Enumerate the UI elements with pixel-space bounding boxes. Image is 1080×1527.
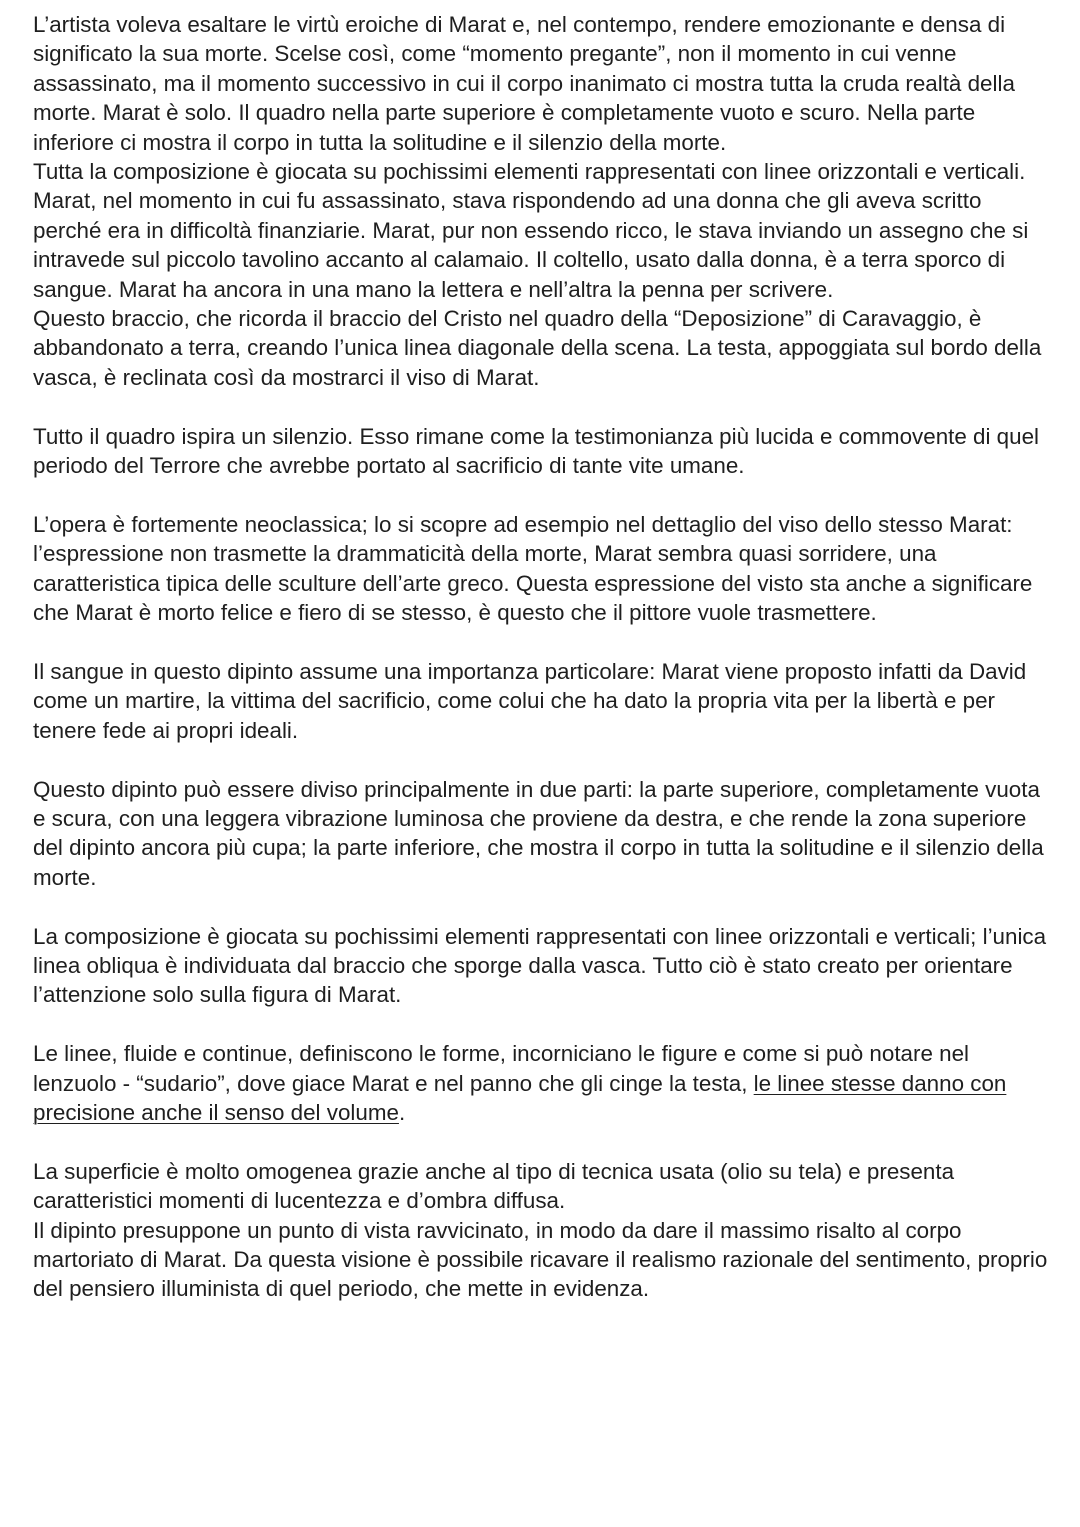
document-body	[33, 10, 1051, 1304]
paragraph-intro: L’artista voleva esaltare le virtù eroiche di Marat e, nel contempo, rendere emozionante e densa di significato la sua morte. Scelse così, come “momento pregante”, non il momento in cui venne assassinato, ma il momento successivo in cui il corpo inanimato ci mostra tutta la cruda realtà della morte. Marat è solo. Il quadro nella parte superiore è completamente vuoto e scuro. Nella parte inferiore ci mostra il corpo in tutta la solitudine e il silenzio della morte.	[33, 12, 1015, 155]
paragraph-surface: La superficie è molto omogenea grazie anche al tipo di tecnica usata (olio su tela) e presenta caratteristici momenti di lucentezza e d’ombra diffusa.	[33, 1158, 955, 1214]
paragraph-viewpoint: Il dipinto presuppone un punto di vista ravvicinato, in modo da dare il massimo risalto al corpo martoriato di Marat. Da questa visione è possibile ricavare il realismo razionale del sentimento, proprio del pensiero illuminista di quel periodo, che mette in evidenza.	[33, 1217, 1048, 1302]
paragraph-neoclassical: L’opera è fortemente neoclassica; lo si scopre ad esempio nel dettaglio del viso dello stesso Marat: l’espressione non trasmette la drammaticità della morte, Marat sembra quasi sorridere, una caratteristica tipica delle sculture dell’arte greco. Questa espressione del visto sta anche a significare che Marat è morto felice e fiero di se stesso, è questo che il pittore vuole trasmettere.	[33, 511, 1033, 626]
paragraph-composition: Tutta la composizione è giocata su pochissimi elementi rappresentati con linee orizzontali e verticali. Marat, nel momento in cui fu assassinato, stava rispondendo ad una donna che gli aveva scritto perché era in difficoltà finanziarie. Marat, pur non essendo ricco, le stava inviando un assegno che si intravede sul piccolo tavolino accanto al calamaio. Il coltello, usato dalla donna, è a terra sporco di sangue. Marat ha ancora in una mano la lettera e nell’altra la penna per scrivere.	[33, 159, 1029, 302]
paragraph-lines-composition: La composizione è giocata su pochissimi elementi rappresentati con linee orizzontali e verticali; l’unica linea obliqua è individuata dal braccio che sporge dalla vasca. Tutto ciò è stato creato per orientare l’attenzione solo sulla figura di Marat.	[33, 923, 1047, 1008]
underlined-text: le linee stesse danno con precisione anche il senso del volume	[33, 1070, 1007, 1125]
lines-text-before: Le linee, fluide e continue, definiscono le forme, incorniciano le figure e come si può notare nel lenzuolo - “sudario”, dove giace Marat e nel panno che gli cinge la testa,	[33, 1041, 970, 1096]
paragraph-two-parts: Questo dipinto può essere diviso principalmente in due parti: la parte superiore, completamente vuota e scura, con una leggera vibrazione luminosa che proviene da destra, e che rende la zona superiore del dipinto ancora più cupa; la parte inferiore, che mostra il corpo in tutta la solitudine e il silenzio della morte.	[33, 776, 1044, 890]
paragraph-arm: Questo braccio, che ricorda il braccio del Cristo nel quadro della “Deposizione” di Caravaggio, è abbandonato a terra, creando l’unica linea diagonale della scena. La testa, appoggiata sul bordo della vasca, è reclinata così da mostrarci il viso di Marat.	[33, 306, 1042, 390]
lines-text-after: .	[398, 1099, 406, 1125]
paragraph-silence: Tutto il quadro ispira un silenzio. Esso rimane come la testimonianza più lucida e commovente di quel periodo del Terrore che avrebbe portato al sacrificio di tante vite umane.	[33, 423, 1040, 479]
paragraph-lines-volume	[33, 1039, 1051, 1127]
paragraph-blood: Il sangue in questo dipinto assume una importanza particolare: Marat viene proposto infatti da David come un martire, la vittima del sacrificio, come colui che ha dato la propria vita per la libertà e per tenere fede ai propri ideali.	[33, 658, 1027, 743]
